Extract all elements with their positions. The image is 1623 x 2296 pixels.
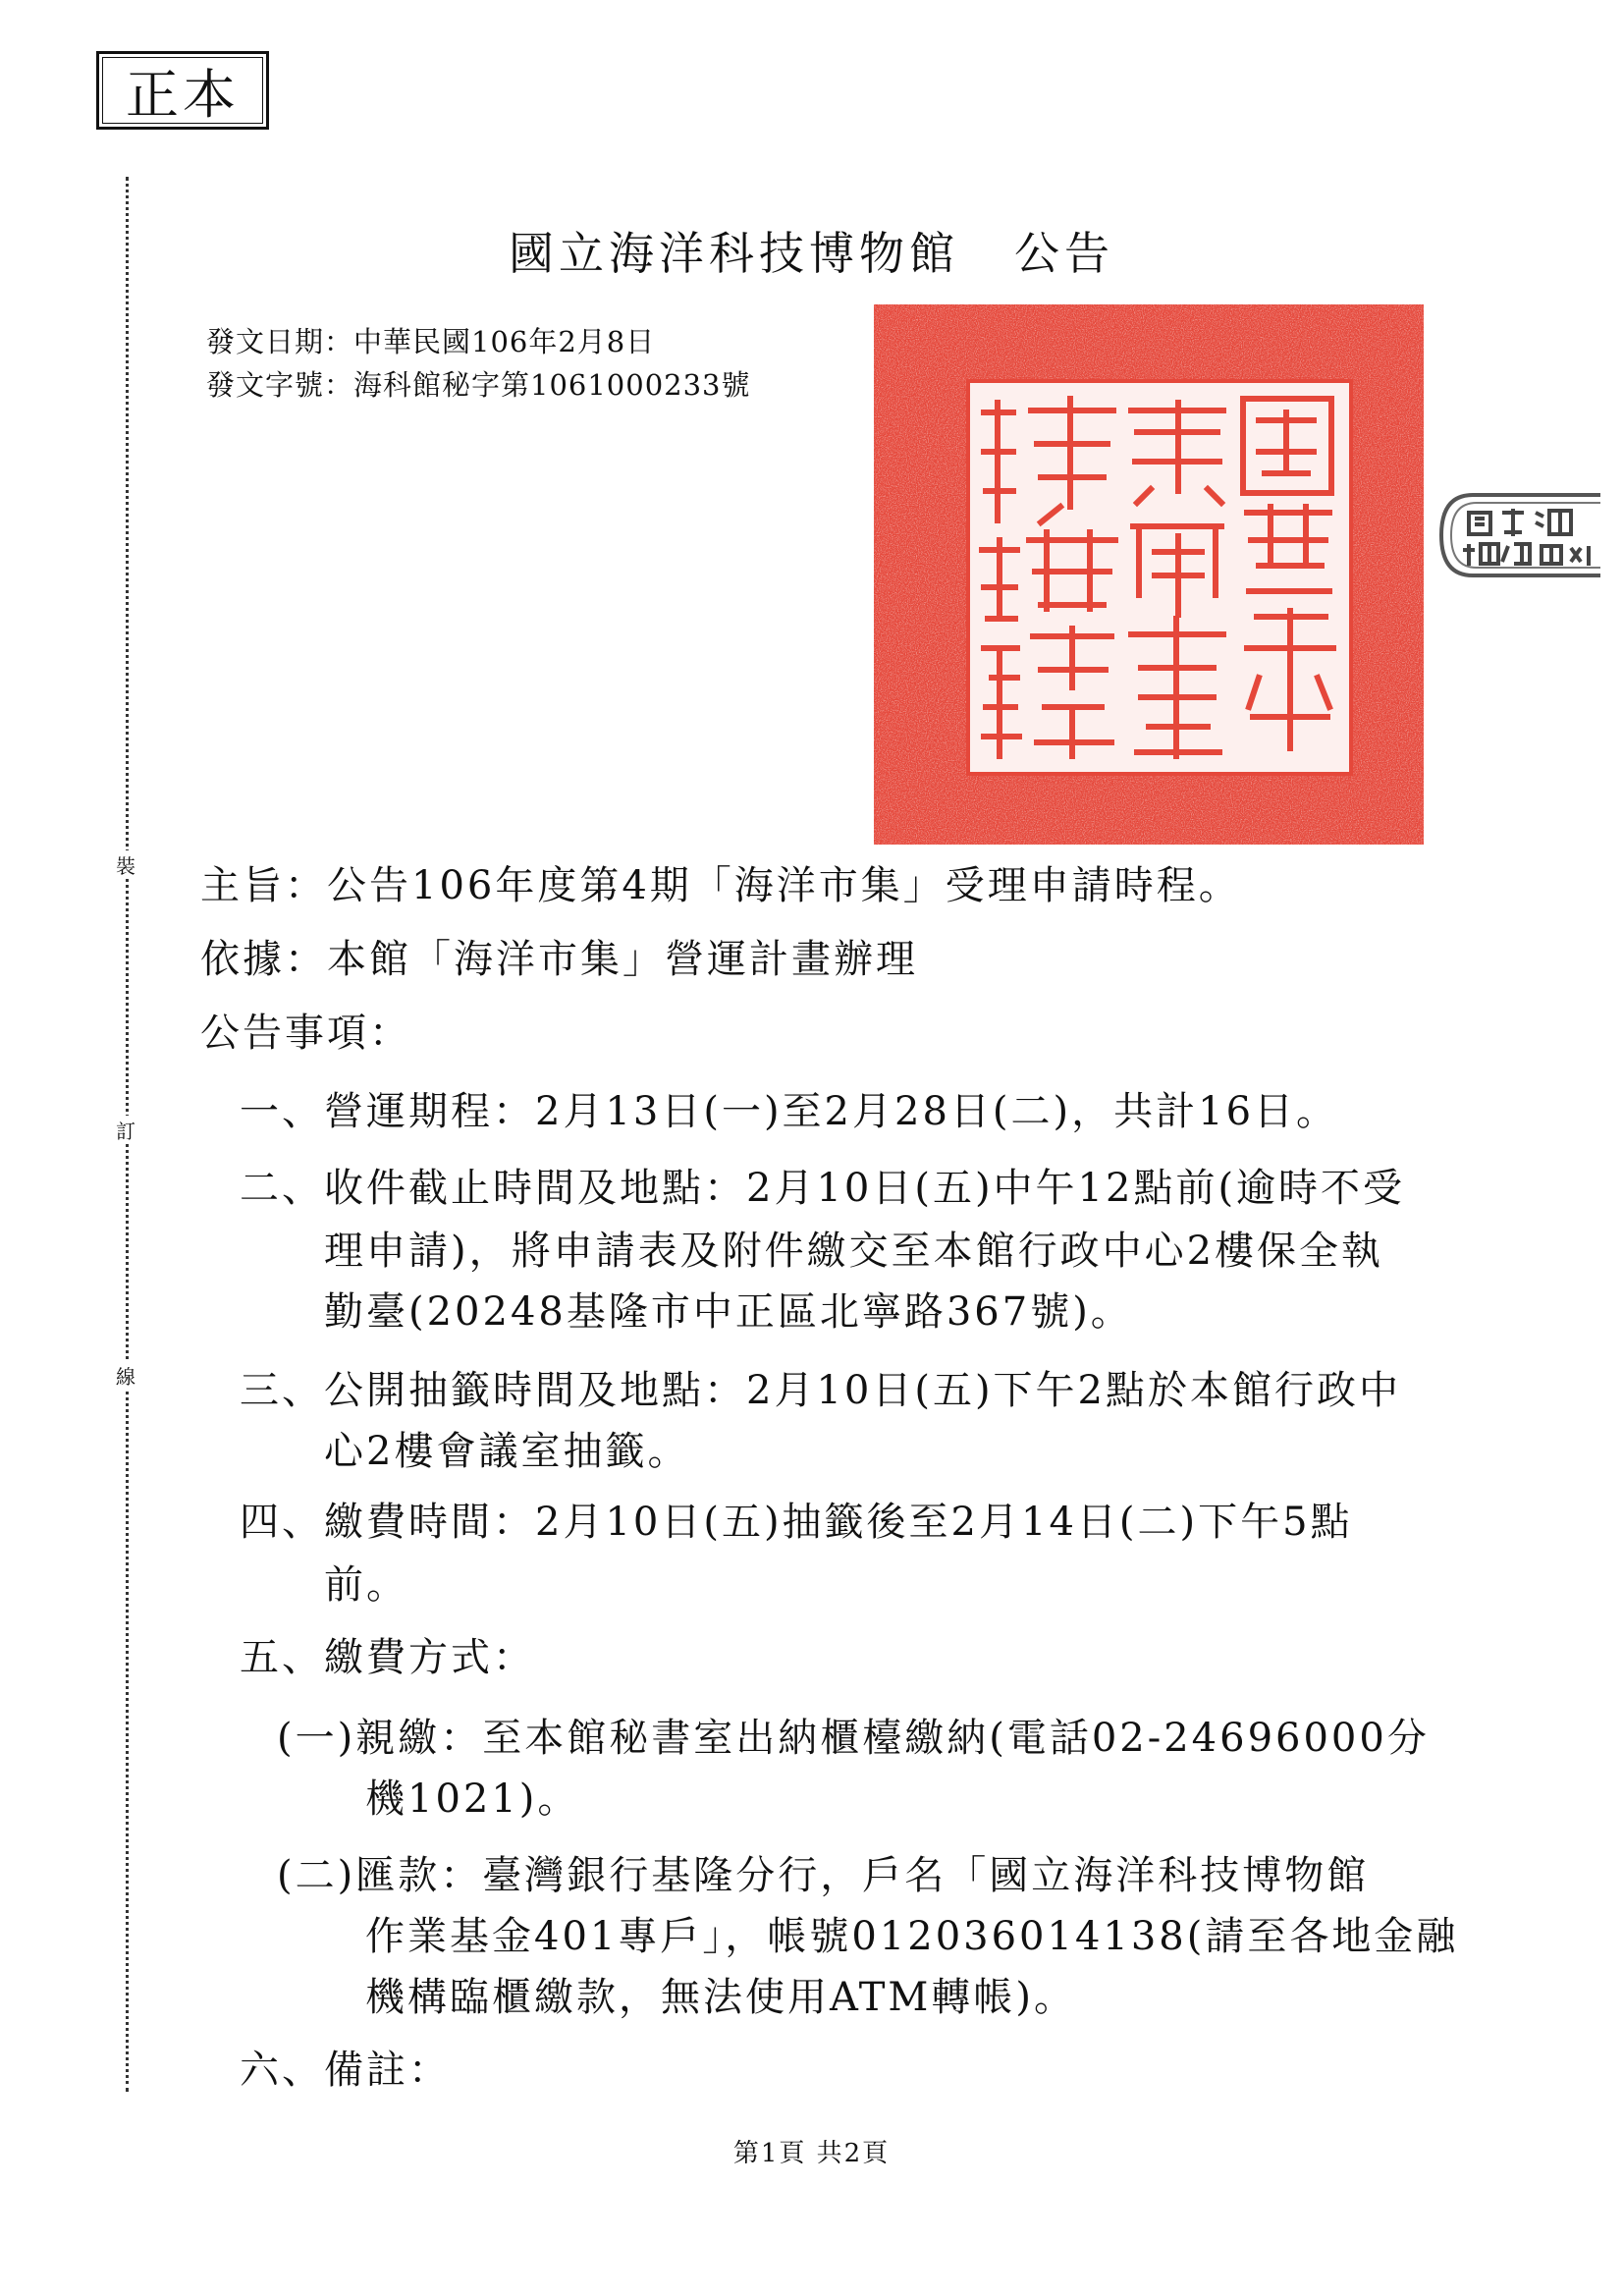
binding-mark-2: 訂 [104,1116,147,1144]
small-seal [1434,489,1600,581]
item-2-line-2: 理申請)，將申請表及附件繳交至本館行政中心2樓保全執 [324,1229,1384,1274]
item-1: 一、營運期程：2月13日(一)至2月28日(二)，共計16日。 [240,1089,1339,1134]
copy-stamp-label: 正本 [102,57,263,124]
item-4-line-2: 前。 [324,1562,408,1608]
document-title [0,218,1623,283]
official-seal [874,304,1424,845]
item-5: 五、繳費方式： [240,1635,535,1680]
title-type: 公告 [1014,227,1114,280]
subject-line: 主旨：公告106年度第4期「海洋市集」受理申請時程。 [200,863,1241,908]
item-3-line-2: 心2樓會議室抽籤。 [324,1429,690,1474]
sub-item-2-line-2: 作業基金401專戶」，帳號012036014138(請至各地金融 [365,1914,1459,1959]
binding-mark-1: 裝 [104,850,147,879]
item-6: 六、備註： [240,2048,451,2093]
sub-item-2-line-1: (二)匯款：臺灣銀行基隆分行，戶名「國立海洋科技博物館 [277,1853,1370,1898]
issue-date: 發文日期：中華民國106年2月8日 [206,325,656,358]
basis-line: 依據：本館「海洋市集」營運計畫辦理 [200,937,918,982]
binding-mark-3: 線 [104,1361,147,1390]
sub-item-1-line-1: (一)親繳：至本館秘書室出納櫃檯繳納(電話02-24696000分 [277,1716,1430,1761]
page-footer: 第1頁 共2頁 [732,2139,891,2168]
item-2-line-3: 勤臺(20248基隆市中正區北寧路367號)。 [324,1289,1133,1335]
item-4-line-1: 四、繳費時間：2月10日(五)抽籤後至2月14日(二)下午5點 [240,1500,1353,1545]
issue-number: 發文字號：海科館秘字第1061000233號 [206,368,751,402]
items-heading: 公告事項： [200,1011,411,1056]
item-3-line-1: 三、公開抽籤時間及地點：2月10日(五)下午2點於本館行政中 [240,1368,1402,1413]
sub-item-2-line-3: 機構臨櫃繳款，無法使用ATM轉帳)。 [365,1975,1076,2020]
sub-item-1-line-2: 機1021)。 [365,1777,580,1822]
copy-stamp [96,51,269,130]
item-2-line-1: 二、收件截止時間及地點：2月10日(五)中午12點前(逾時不受 [240,1166,1406,1211]
title-organization: 國立海洋科技博物館 [509,227,959,280]
